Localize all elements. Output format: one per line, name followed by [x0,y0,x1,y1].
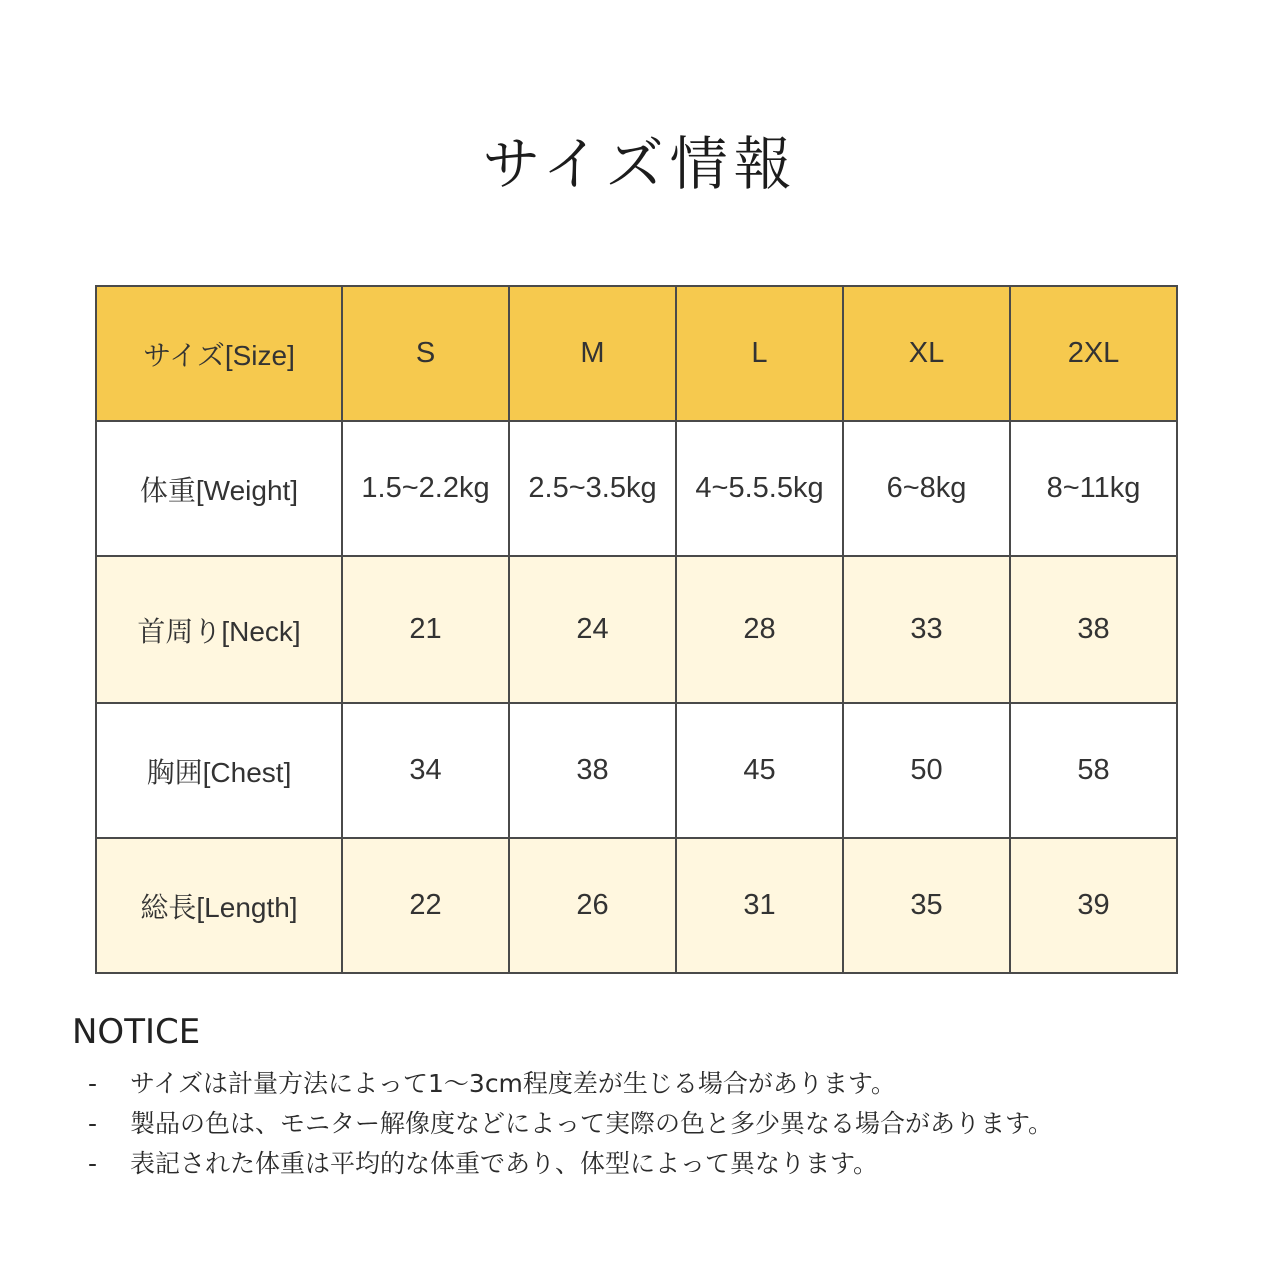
table-header-row [96,286,1177,421]
table-row-length [96,838,1177,973]
table-cell: 58 [1010,703,1177,838]
header-cell-s: S [342,286,509,421]
header-cell-2xl: 2XL [1010,286,1177,421]
table-cell: 33 [843,556,1010,703]
table-cell: 45 [676,703,843,838]
table-cell: 50 [843,703,1010,838]
table-cell: 31 [676,838,843,973]
table-row-chest [96,703,1177,838]
row-label-chest: 胸囲[Chest] [96,703,342,838]
table-cell: 4~5.5.5kg [676,421,843,556]
table-cell: 22 [342,838,509,973]
table-cell: 1.5~2.2kg [342,421,509,556]
table-cell: 2.5~3.5kg [509,421,676,556]
table-cell: 38 [1010,556,1177,703]
notice-item [88,1144,1268,1184]
notice-item-text: サイズは計量方法によって1～3cm程度差が生じる場合があります。 [130,1069,896,1098]
row-label-neck: 首周り[Neck] [96,556,342,703]
header-cell-xl: XL [843,286,1010,421]
table-cell: 26 [509,838,676,973]
header-cell-m: M [509,286,676,421]
table-cell: 8~11kg [1010,421,1177,556]
table-cell: 34 [342,703,509,838]
size-table [95,285,1178,974]
table-cell: 28 [676,556,843,703]
header-cell-size: サイズ[Size] [96,286,342,421]
notice-title: NOTICE [72,1012,201,1052]
notice-item [88,1104,1268,1144]
table-cell: 38 [509,703,676,838]
bullet-dash: - [88,1149,98,1178]
page-title: サイズ情報 [482,130,798,198]
bullet-dash: - [88,1109,98,1138]
bullet-dash: - [88,1069,98,1098]
table-cell: 24 [509,556,676,703]
table-cell: 6~8kg [843,421,1010,556]
table-row-weight [96,421,1177,556]
table-cell: 21 [342,556,509,703]
notice-item-text: 表記された体重は平均的な体重であり、体型によって異なります。 [130,1149,879,1178]
notice-item-text: 製品の色は、モニター解像度などによって実際の色と多少異なる場合があります。 [130,1109,1054,1138]
notice-list [88,1064,1268,1184]
table-cell: 39 [1010,838,1177,973]
table-row-neck [96,556,1177,703]
table-cell: 35 [843,838,1010,973]
row-label-weight: 体重[Weight] [96,421,342,556]
notice-item [88,1064,1268,1104]
header-cell-l: L [676,286,843,421]
row-label-length: 総長[Length] [96,838,342,973]
